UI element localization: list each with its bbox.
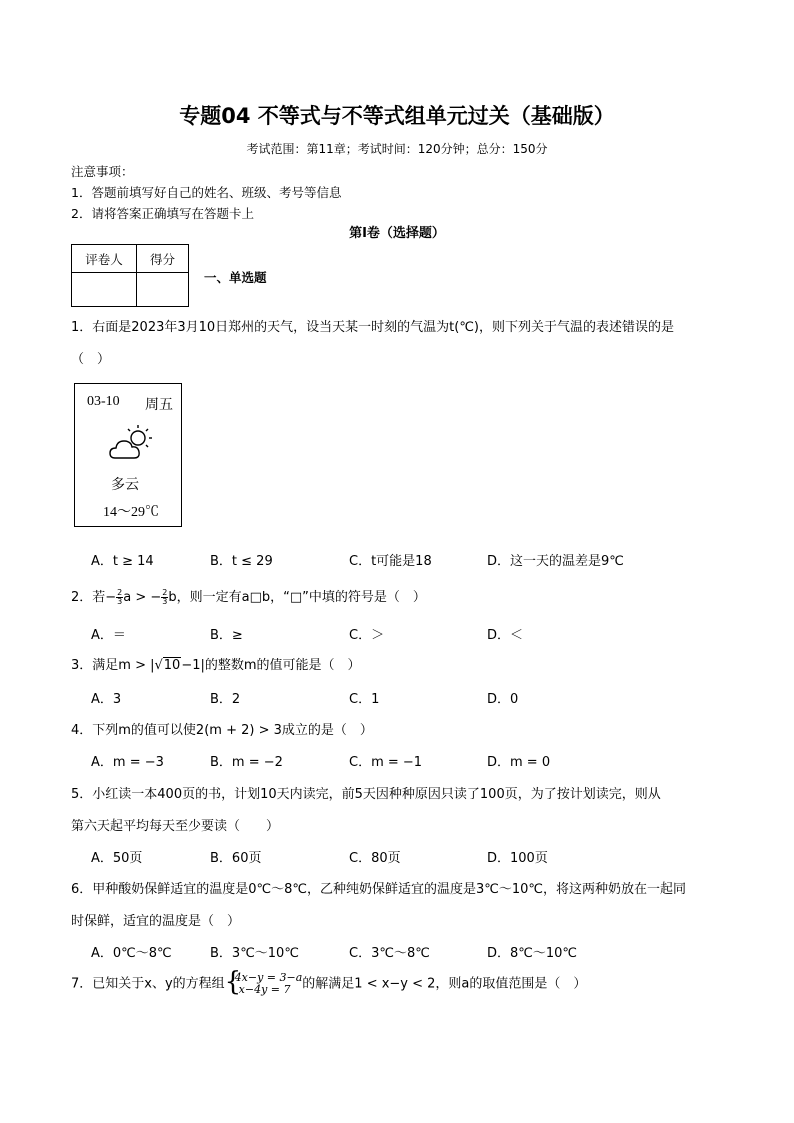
q2-post: b，则一定有a□b，“□”中填的符号是（ ）: [168, 590, 426, 605]
q2-pre: 2．若−: [71, 590, 117, 605]
q7-post: 的解满足1 < x−y < 2，则a的取值范围是（ ）: [302, 976, 587, 992]
weather-condition: 多云: [111, 478, 139, 493]
q6-option-d: D．8℃～10℃: [487, 946, 578, 961]
equation-1: 4x−y = 3−a: [234, 971, 303, 984]
q3-option-b: B．2: [210, 692, 241, 707]
q6-option-c: C．3℃～8℃: [349, 946, 430, 961]
note-item: 2．请将答案正确填写在答题卡上: [71, 206, 254, 221]
score-header: 得分: [137, 245, 189, 273]
q2-option-a: A．＝: [91, 628, 126, 643]
weather-weekday: 周五: [145, 398, 173, 413]
q4-option-a: A．m = −3: [91, 755, 164, 770]
q6-option-a: A．0℃～8℃: [91, 946, 172, 961]
question-5-text-2: 第六天起平均每天至少要读（ ）: [71, 819, 280, 834]
note-item: 1．答题前填写好自己的姓名、班级、考号等信息: [71, 185, 342, 200]
grading-table: [71, 244, 189, 307]
q1-option-c: C．t可能是18: [349, 554, 432, 569]
q1-option-b: B．t ≤ 29: [210, 554, 273, 569]
grader-cell: [72, 273, 137, 307]
weather-card: [74, 383, 182, 527]
score-cell: [137, 273, 189, 307]
q3-pre: 3．满足m > |: [71, 658, 155, 673]
equation-2: x−4y = 7: [238, 983, 291, 996]
q2-option-c: C．＞: [349, 628, 385, 643]
q2-frac-den: 3: [117, 597, 123, 606]
q5-option-d: D．100页: [487, 851, 548, 866]
sqrt-icon: √: [154, 658, 163, 673]
question-4-text: 4．下列m的值可以使2(m + 2) > 3成立的是（ ）: [71, 723, 373, 738]
q3-option-a: A．3: [91, 692, 122, 707]
q2-frac-den-2: 3: [162, 597, 168, 606]
part-title: 一、单选题: [204, 270, 267, 285]
q3-option-c: C．1: [349, 692, 380, 707]
question-1-text: 1．右面是2023年3月10日郑州的天气，设当天某一时刻的气温为t(℃)，则下列关于气温的表述错误的是: [71, 320, 675, 335]
q4-option-b: B．m = −2: [210, 755, 283, 770]
q1-option-d: D．这一天的温差是9℃: [487, 554, 624, 569]
q3-sqrt-arg: 10: [163, 658, 181, 673]
q3-post: −1|的整数m的值可能是（ ）: [181, 658, 361, 673]
q2-mid: a > −: [123, 590, 162, 605]
equation-system: [224, 967, 303, 997]
notes-heading: 注意事项：: [71, 164, 134, 179]
q4-option-d: D．m = 0: [487, 755, 551, 770]
q5-option-a: A．50页: [91, 851, 143, 866]
q1-option-a: A．t ≥ 14: [91, 554, 154, 569]
q4-option-c: C．m = −1: [349, 755, 423, 770]
question-5-text: 5．小红读一本400页的书，计划10天内读完，前5天因种种原因只读了100页，为了按计划读完，则从: [71, 787, 661, 802]
grader-header: 评卷人: [72, 245, 137, 273]
question-6-text: 6．甲种酸奶保鲜适宜的温度是0℃～8℃，乙种纯奶保鲜适宜的温度是3℃～10℃，将这两种奶放在一起同: [71, 882, 687, 897]
brace-icon: {: [224, 967, 242, 997]
weather-date: 03-10: [87, 394, 120, 409]
section-title: 第I卷（选择题）: [349, 226, 445, 241]
exam-info: 考试范围：第11章；考试时间：120分钟；总分：150分: [246, 142, 548, 156]
q2-frac-num-2: 2: [162, 588, 168, 597]
question-6-text-2: 时保鲜，适宜的温度是（ ）: [71, 914, 241, 929]
q5-option-b: B．60页: [210, 851, 262, 866]
q3-option-d: D．0: [487, 692, 519, 707]
q2-option-b: B．≥: [210, 628, 243, 643]
question-1-paren: （ ）: [71, 352, 111, 367]
q6-option-b: B．3℃～10℃: [210, 946, 299, 961]
question-3-text: [71, 654, 361, 673]
q2-frac-num: 2: [117, 588, 123, 597]
weather-temperature: 14～29℃: [103, 505, 159, 520]
q7-pre: 7．已知关于x、y的方程组: [71, 976, 225, 992]
question-7-text: [71, 967, 587, 997]
q5-option-c: C．80页: [349, 851, 401, 866]
page-title: 专题04 不等式与不等式组单元过关（基础版）: [179, 104, 615, 128]
question-2-text: [71, 586, 426, 606]
partly-cloudy-icon: [109, 424, 157, 469]
q2-option-d: D．＜: [487, 628, 524, 643]
